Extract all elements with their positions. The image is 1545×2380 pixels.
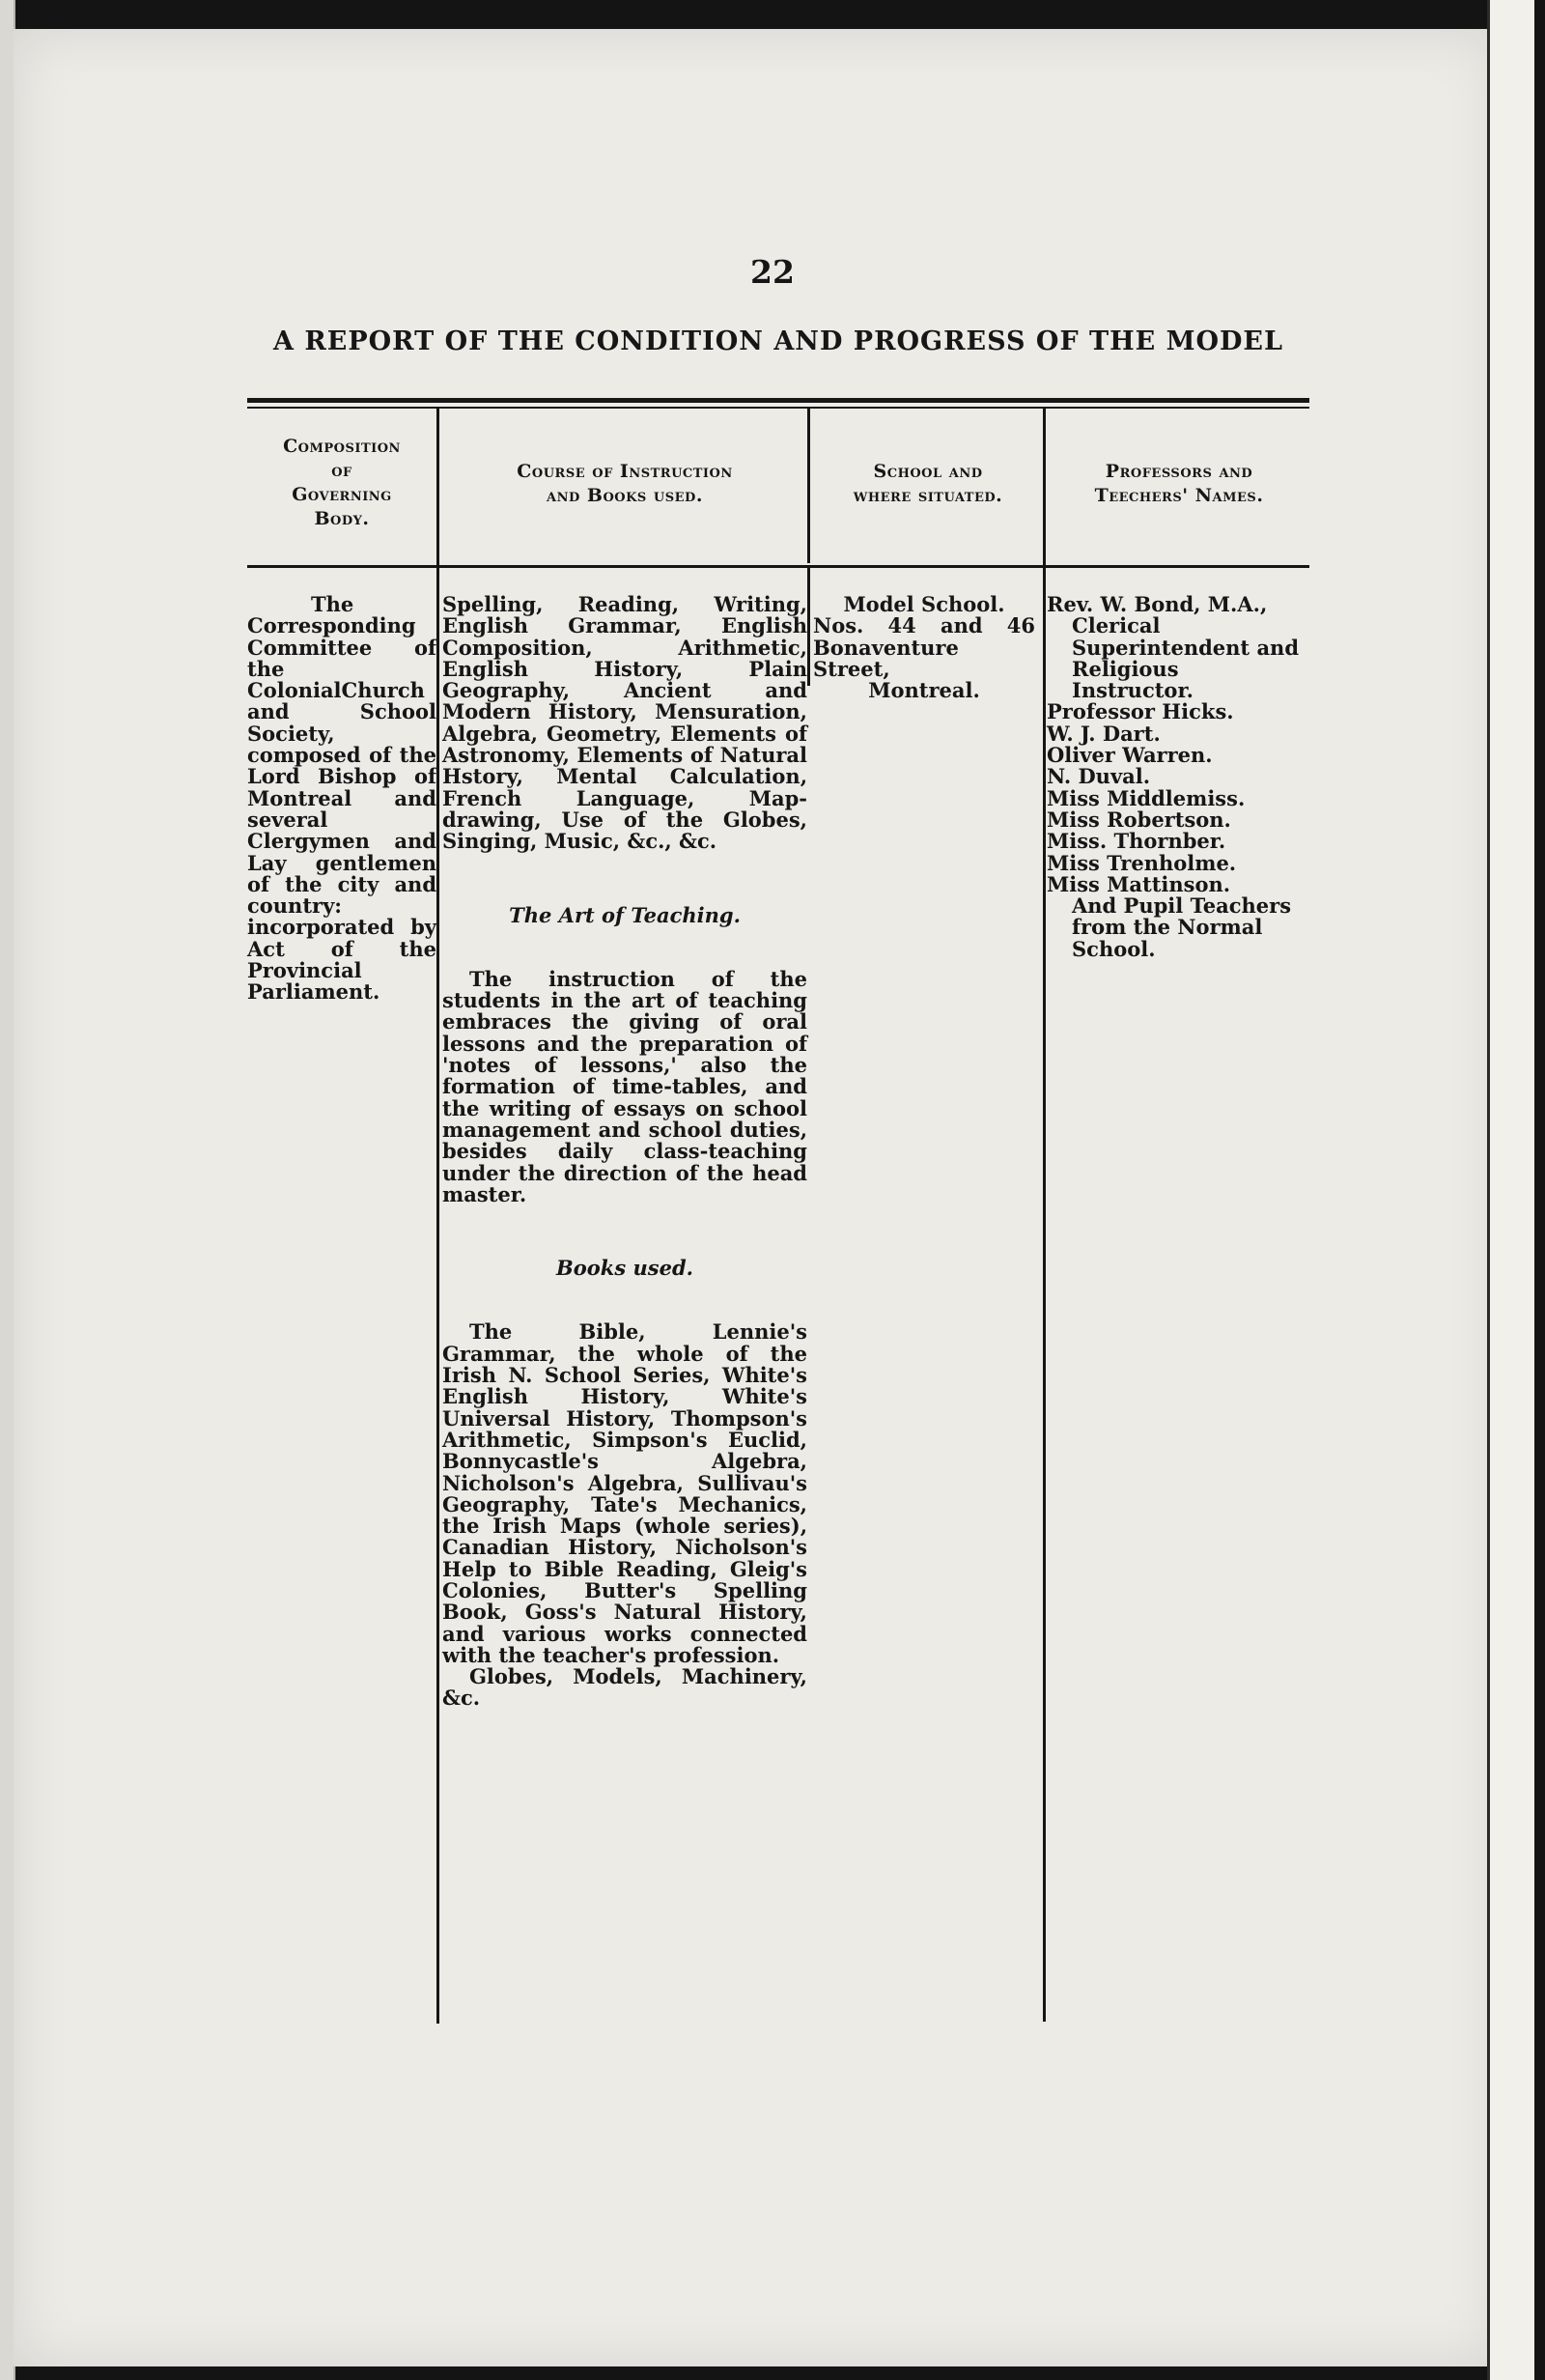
school-address: Nos. 44 and 46 Bonaventure Street,	[813, 613, 1035, 681]
column-header-governing-body: Composition of Governing Body.	[283, 436, 401, 529]
professor-name: N. Duval.	[1047, 764, 1151, 789]
course-cell	[442, 594, 807, 1710]
professor-name: Rev. W. Bond, M.A.,	[1047, 592, 1268, 616]
professor-name: Miss Robertson.	[1047, 807, 1231, 832]
professors-cell	[1047, 594, 1300, 960]
professor-name: Professor Hicks.	[1047, 699, 1234, 724]
column-divider-1	[436, 409, 439, 2024]
column-header-professors: Professors and Teechers' Names.	[1094, 461, 1264, 506]
professor-name: Miss Mattinson.	[1047, 871, 1231, 896]
column-header-school: School and where situated.	[853, 461, 1003, 506]
column-divider-3	[1043, 409, 1046, 2022]
professor-name: Miss. Thornber.	[1047, 829, 1226, 854]
books-used-heading: Books used.	[556, 1256, 693, 1281]
column-divider-2-head	[807, 409, 810, 563]
governing-body-cell	[247, 594, 436, 1004]
professor-title: Clerical Superintendent and Religious Instructor.	[1072, 613, 1299, 703]
professor-name: Miss Middlemiss.	[1047, 785, 1246, 810]
books-used-text: The Bible, Lennie's Grammar, the whole of the Irish N. School Series, White's English History, White's Universal History, Thompson's Arithmetic, Simpson's Euclid, Bonnycastle's Algebra, Nicholson's Algebra, Sullivau's Geography, Tate's Mechanics, the Irish Maps (whole series), Canadian History, Nicholson's Help to Bible Reading, Gleig's Colonies, Butter's Spelling Book, Goss's Natural History, and various works connected with the teacher's profession.	[442, 1319, 807, 1667]
professor-name: Oliver Warren.	[1047, 743, 1213, 768]
art-of-teaching-text: The instruction of the students in the art of teaching embraces the giving of oral lessons and the preparation of 'notes of lessons,' also the formation of time-tables, and the writing of essays on school management and school duties, besides daily class-teaching under the direction of the head master.	[442, 966, 807, 1206]
facing-page-edge	[1487, 0, 1534, 2380]
page-number: 22	[750, 253, 795, 291]
column-divider-2	[807, 568, 810, 686]
table-top-rule-thin	[247, 407, 1309, 409]
professor-name: W. J. Dart.	[1047, 721, 1161, 746]
governing-body-text: The Corresponding Committee of the ColonialChurch and School Society, composed of the Lord Bishop of Montreal and several Clergymen and Lay gentlemen of the city and country: incorporated by Act of the Provincial Parliament.	[247, 592, 436, 1005]
table-header-rule	[247, 565, 1309, 568]
school-cell	[813, 594, 1035, 701]
column-header-course: Course of Instruction and Books used.	[517, 461, 733, 506]
art-of-teaching-heading: The Art of Teaching.	[509, 902, 741, 927]
apparatus-text: Globes, Models, Machinery, &c.	[442, 1664, 807, 1711]
professor-name: Miss Trenholme.	[1047, 850, 1237, 875]
report-title: A REPORT OF THE CONDITION AND PROGRESS OF THE MODEL	[272, 326, 1283, 356]
school-name: Model School.	[843, 592, 1005, 616]
course-subjects: Spelling, Reading, Writing, English Grammar, English Composition, Arithmetic, English History, Plain Geography, Ancient and Modern History, Mensuration, Algebra, Geometry, Elements of Astronomy, Elements of Natural Hstory, Mental Calculation, French Language, Map-drawing, Use of the Globes, Singing, Music, &c., &c.	[442, 592, 807, 854]
table-top-rule-thick	[247, 398, 1309, 403]
pupil-teachers-note: And Pupil Teachers from the Normal School.	[1072, 893, 1292, 961]
school-city: Montreal.	[868, 678, 980, 703]
